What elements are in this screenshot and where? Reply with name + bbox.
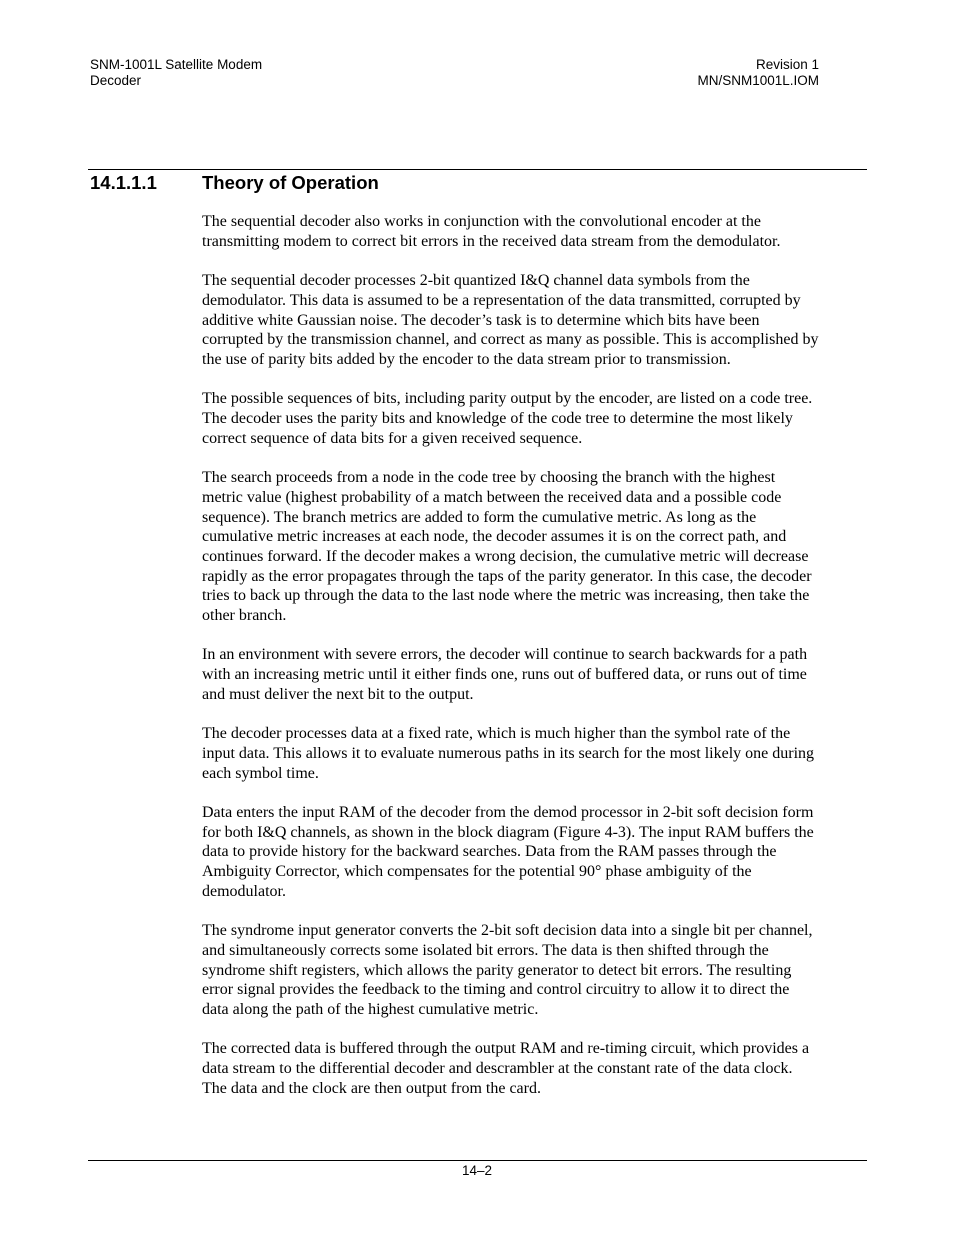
revision-label: Revision 1 xyxy=(755,57,819,72)
text-line: cumulative metric increases at each node, the decoder assumes it is on the correct path, and xyxy=(202,528,787,546)
text-line: Data enters the input RAM of the decoder from the demod processor in 2-bit soft decision form xyxy=(202,804,814,821)
page-header-right xyxy=(697,57,819,89)
paragraph xyxy=(202,921,866,1020)
body-text xyxy=(202,212,866,1118)
text-line: for both I&Q channels, as shown in the block diagram (Figure 4-3). The input RAM buffers the xyxy=(202,823,814,841)
text-line: data to provide history for the backward searches. Data from the RAM passes through the xyxy=(202,843,777,861)
text-line: The syndrome input generator converts the 2-bit soft decision data into a single bit per channel, xyxy=(202,922,813,940)
page-header-left xyxy=(90,57,262,89)
text-line: additive white Gaussian noise. The decoder’s task is to determine which bits have been xyxy=(202,311,760,329)
footer-divider xyxy=(88,1160,867,1161)
text-line: continues forward. If the decoder makes a wrong decision, the cumulative metric will decrease xyxy=(202,547,809,565)
product-name: SNM-1001L Satellite Modem xyxy=(90,57,263,72)
text-line: The corrected data is buffered through the output RAM and re-timing circuit, which provides a xyxy=(202,1040,810,1058)
page-number: 14–2 xyxy=(461,1163,493,1178)
text-line: transmitting modem to correct bit errors in the received data stream from the demodulator. xyxy=(202,232,781,250)
text-line: error signal provides the feedback to the timing and control circuitry to allow it to direct the xyxy=(202,981,790,999)
document-id: MN/SNM1001L.IOM xyxy=(697,73,819,88)
chapter-name: Decoder xyxy=(90,73,142,88)
text-line: demodulator. This data is assumed to be a representation of the data transmitted, corrupted by xyxy=(202,291,801,309)
text-line: other branch. xyxy=(202,607,287,625)
text-line: The search proceeds from a node in the code tree by choosing the branch with the highest xyxy=(202,469,776,487)
paragraph xyxy=(202,1039,866,1098)
text-line: The sequential decoder processes 2-bit quantized I&Q channel data symbols from the xyxy=(202,272,750,290)
paragraph xyxy=(202,212,866,251)
text-line: input data. This allows it to evaluate numerous paths in its search for the most likely one during xyxy=(202,744,815,762)
text-line: data stream to the differential decoder and descrambler at the constant rate of the data clock. xyxy=(202,1060,793,1078)
section-divider xyxy=(88,169,867,170)
text-line: correct sequence of data bits for a given received sequence. xyxy=(202,429,583,447)
text-line: The data and the clock are then output from the card. xyxy=(202,1079,541,1097)
text-line: the use of parity bits added by the encoder to the data stream prior to transmission. xyxy=(202,350,731,368)
paragraph xyxy=(202,724,866,783)
text-line: and simultaneously corrects some isolated bit errors. The data is then shifted through the xyxy=(202,941,769,959)
section-number: 14.1.1.1 xyxy=(90,172,157,193)
paragraph xyxy=(202,389,866,448)
text-line: each symbol time. xyxy=(202,764,319,782)
text-line: corrupted by the transmission channel, and correct as many as possible. This is accomplished by xyxy=(202,331,819,349)
text-line: The decoder uses the parity bits and knowledge of the code tree to determine the most likely xyxy=(202,410,793,427)
section-title: Theory of Operation xyxy=(202,172,379,193)
text-line: tries to back up through the data to the last node where the metric was increasing, then take the xyxy=(202,587,810,605)
text-line: The sequential decoder also works in conjunction with the convolutional encoder at the xyxy=(202,213,761,230)
text-line: demodulator. xyxy=(202,882,286,900)
text-line: data along the path of the highest cumulative metric. xyxy=(202,1001,539,1019)
paragraph xyxy=(202,803,866,902)
text-line: In an environment with severe errors, the decoder will continue to search backwards for a path xyxy=(202,646,808,664)
text-line: sequence). The branch metrics are added to form the cumulative metric. As long as the xyxy=(202,508,757,526)
paragraph xyxy=(202,271,866,370)
paragraph xyxy=(202,468,866,626)
text-line: with an increasing metric until it either finds one, runs out of buffered data, or runs out of time xyxy=(202,666,807,684)
text-line: rapidly as the error propagates through the taps of the parity generator. In this case, the decoder xyxy=(202,567,812,585)
paragraph xyxy=(202,645,866,704)
text-line: metric value (highest probability of a match between the received data and a possible code xyxy=(202,488,782,506)
text-line: Ambiguity Corrector, which compensates for the potential 90° phase ambiguity of the xyxy=(202,863,752,881)
text-line: The decoder processes data at a fixed rate, which is much higher than the symbol rate of the xyxy=(202,725,791,743)
text-line: syndrome shift registers, which allows the parity generator to detect bit errors. The resulting xyxy=(202,961,792,979)
text-line: and must deliver the next bit to the output. xyxy=(202,685,474,703)
text-line: The possible sequences of bits, including parity output by the encoder, are listed on a code tree. xyxy=(202,390,813,408)
